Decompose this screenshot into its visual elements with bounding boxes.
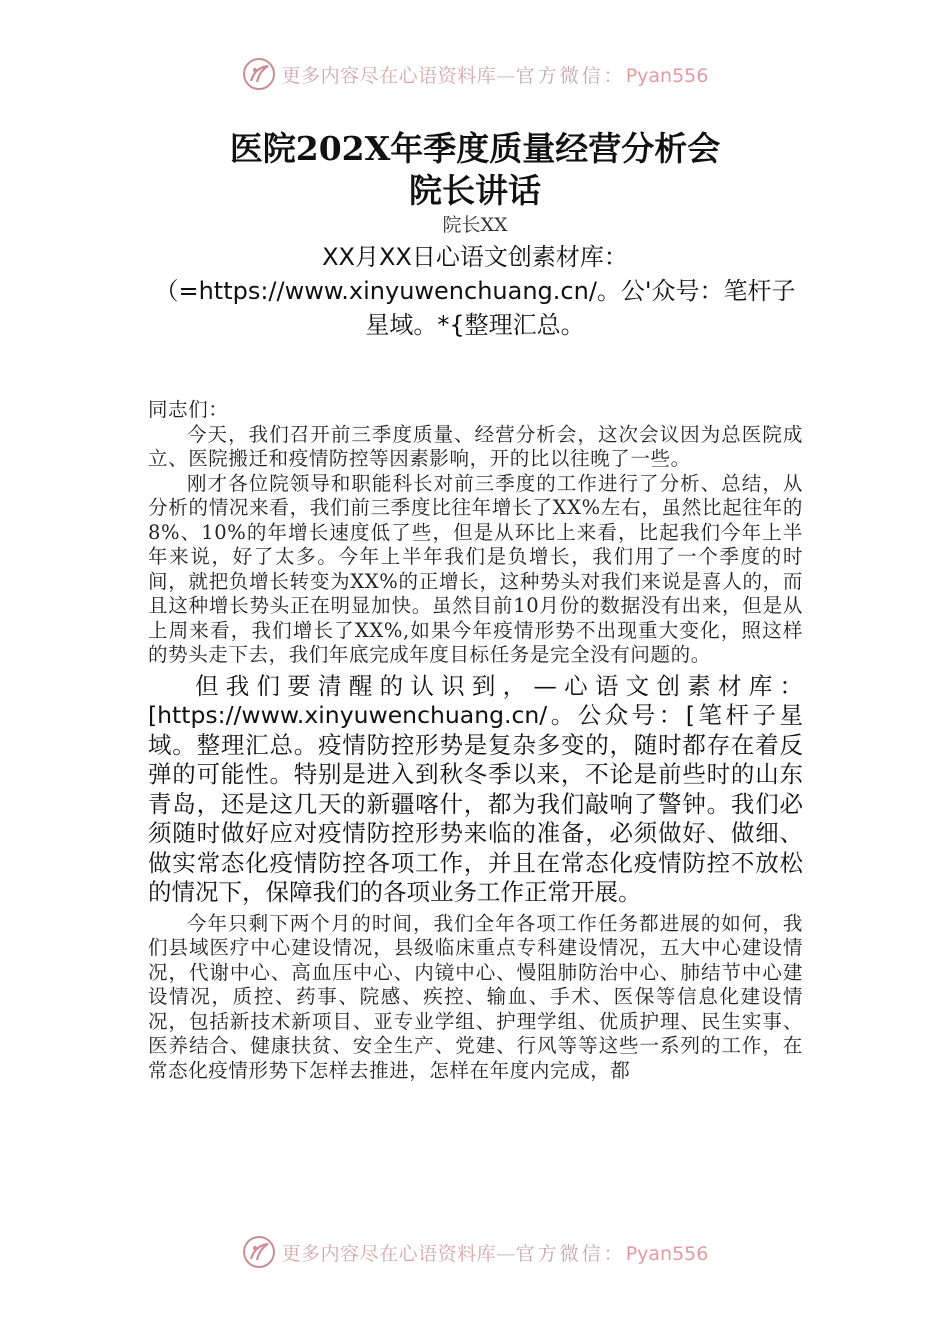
document-title-line1: 医院202X年季度质量经营分析会 [229,129,721,168]
paragraph-2: 刚才各位院领导和职能科长对前三季度的工作进行了分析、总结，从分析的情况来看，我们前三季度比往年增长了XX%左右，虽然比起往年的8%、10%的年增长速度低了些，但是从环比上来看，比起我们今年上半年来说，好了太多。今年上半年我们是负增长，我们用了一个季度的时间，就把负增长转变为XX%的正增长，这种势头对我们来说是喜人的，而且这种增长势头正在明显加快。虽然目前10月份的数据没有出来，但是从上周来看，我们增长了XX%,如果今年疫情形势不出现重大变化，照这样的势头走下去，我们年底完成年度目标任务是完全没有问题的。 [148,471,803,666]
logo-icon [242,1235,276,1269]
banner-text: 更多内容尽在心语资料库—官方微信：Pyan556 [281,64,709,87]
paragraph-4: 今年只剩下两个月的时间，我们全年各项工作任务都进展的如何，我们县域医疗中心建设情况，县级临床重点专科建设情况，五大中心建设情况，代谢中心、高血压中心、内镜中心、慢阻肺防治中心、肺结节中心建设情况，质控、药事、院感、疾控、输血、手术、医保等信息化建设情况，包括新技术新项目、亚专业学组、护理学组、优质护理、民生实事、医养结合、健康扶贫、安全生产、党建、行风等等这些一系列的工作，在常态化疫情形势下怎样去推进，怎样在年度内完成，都 [148,911,803,1082]
dateline-watermark-text: XX月XX日心语文创素材库：（=https://www.xinyuwenchuang.cn/。公'众号：笔杆子星域。*{整理汇总。 [154,243,796,339]
paragraph-1: 今天，我们召开前三季度质量、经营分析会，这次会议因为总医院成立、医院搬迁和疫情防控等因素影响，开的比以往晚了一些。 [148,422,803,470]
greeting: 同志们： [148,398,229,421]
document-title-line2: 院长讲话 [409,171,541,210]
logo-icon [242,57,276,91]
banner-text: 更多内容尽在心语资料库—官方微信：Pyan556 [281,1242,709,1265]
header-watermark-banner [0,54,950,94]
document-author: 院长XX [442,214,508,236]
document-body [148,398,803,1083]
paragraph-3: 但我们要清醒的认识到，—心语文创素材库：[https://www.xinyuwenchuang.cn/。公众号：[笔杆子星域。整理汇总。疫情防控形势是复杂多变的，随时都存在着反弹的可能性。特别是进入到秋冬季以来，不论是前些时的山东青岛，还是这几天的新疆喀什，都为我们敲响了警钟。我们必须随时做好应对疫情防控形势来临的准备，必须做好、做细、做实常态化疫情防控各项工作，并且在常态化疫情防控不放松的情况下，保障我们的各项业务工作正常开展。 [148,671,803,906]
footer-watermark-banner [0,1232,950,1272]
